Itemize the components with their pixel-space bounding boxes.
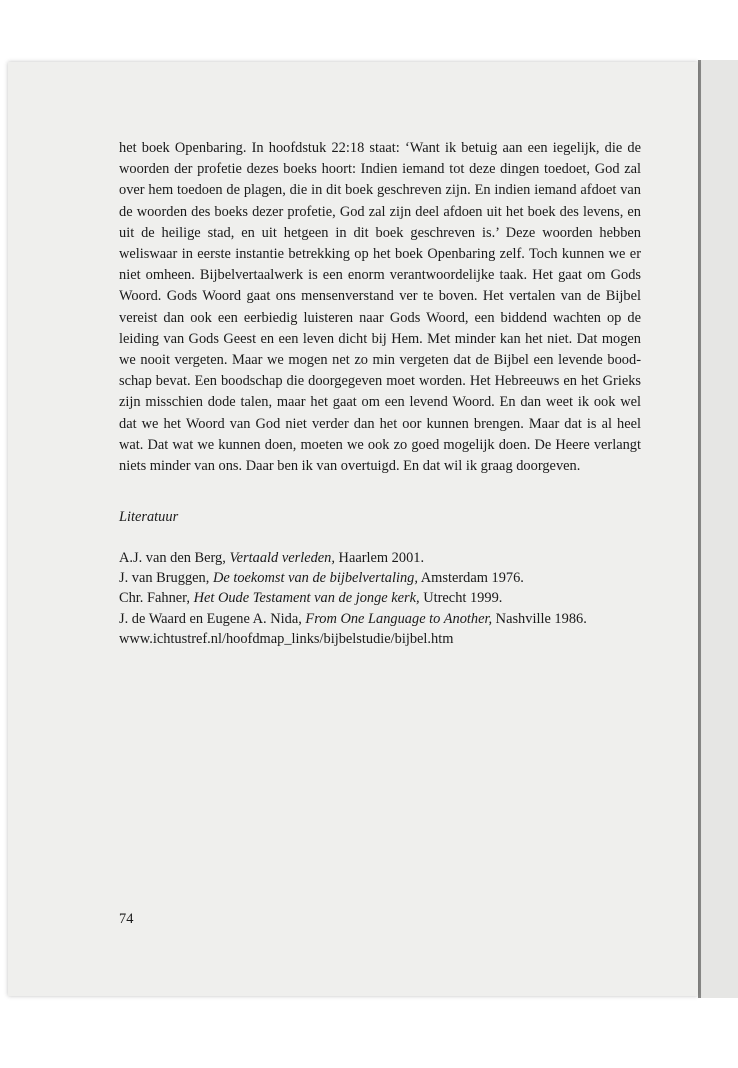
page-edge	[698, 60, 738, 998]
reference-item: J. van Bruggen, De toekomst van de bijbelvertaling, Amsterdam 1976.	[119, 570, 524, 587]
reference-list	[119, 548, 587, 649]
reference-url: www.ichtustref.nl/hoofdmap_links/bijbelstudie/bijbel.htm	[119, 630, 454, 647]
reference-title: Vertaald verleden,	[229, 550, 335, 566]
reference-item: Chr. Fahner, Het Oude Testament van de jonge kerk, Utrecht 1999.	[119, 590, 503, 607]
reference-item	[119, 629, 587, 649]
reference-item: A.J. van den Berg, Vertaald verleden, Haarlem 2001.	[119, 550, 425, 566]
page-number: 74	[119, 911, 134, 927]
literature-heading: Literatuur	[119, 509, 179, 525]
reference-title: From One Language to Another,	[305, 610, 493, 627]
reference-item: J. de Waard en Eugene A. Nida, From One Language to Another, Nashville 1986.	[119, 610, 587, 627]
reference-title: Het Oude Testament van de jonge kerk,	[193, 590, 420, 607]
body-paragraph: het boek Openbaring. In hoofdstuk 22:18 staat: ‘Want ik betuig aan een iegelijk, die de woorden der profetie dezes boeks hoort: Indien iemand tot deze dingen toedoet, God zal over hem toedoen de plagen, die in dit boek geschreven zijn. En indien iemand afdoet van de woorden des boeks dezer profetie, God zal zijn deel afdoen uit het boek des levens, en uit de heilige stad, en uit hetgeen in dit boek geschreven is.’ Deze woorden hebben weliswaar in eerste instantie betrekking op het boek Openbaring zelf. Toch kunnen we er niet omheen. Bijbelvertaalwerk is een enorm verantwoordelijke taak. Het gaat om Gods Woord. Gods Woord gaat ons mensenverstand ver te boven. Het vertalen van de Bijbel vereist dan ook een eerbiedig luisteren naar Gods Woord, een biddend wachten op de leiding van Gods Geest en een leven dicht bij Hem. Met minder kan het niet. Dat mogen we nooit vergeten. Maar we mogen net zo min vergeten dat de Bijbel een levende boodschap bevat. Een boodschap die doorgegeven moet worden. Het Hebreeuws en het Grieks zijn misschien dode talen, maar het gaat om een levend Woord. En dan weet ik ook wel dat we het Woord van God niet verder dan het oor kunnen brengen. Maar dat is al heel wat. Dat wat we kunnen doen, moeten we ook zo goed mogelijk doen. De Heere verlangt niets minder van ons. Daar ben ik van overtuigd. En dat wil ik graag doorgeven.	[119, 140, 641, 475]
reference-title: De toekomst van de bijbelvertaling,	[212, 570, 418, 587]
